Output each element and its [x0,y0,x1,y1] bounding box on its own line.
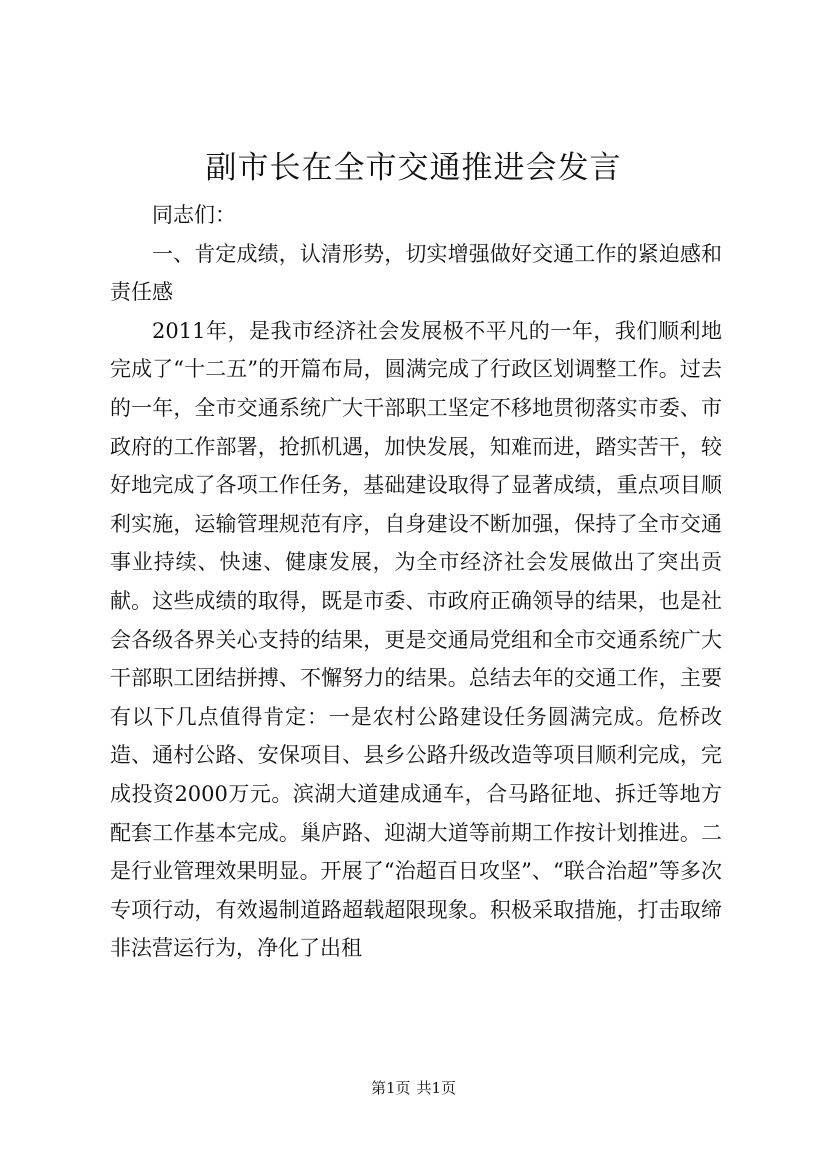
document-body [110,196,722,968]
greeting: 同志们： [152,203,236,227]
body-paragraph: 2011年，是我市经济社会发展极不平凡的一年，我们顺利地完成了“十二五”的开篇布局，圆满完成了行政区划调整工作。过去的一年，全市交通系统广大干部职工坚定不移地贯彻落实市委、市政府的工作部署，抢抓机遇，加快发展，知难而进，踏实苦干，较好地完成了各项工作任务，基础建设取得了显著成绩，重点项目顺利实施，运输管理规范有序，自身建设不断加强，保持了全市交通事业持续、快速、健康发展，为全市经济社会发展做出了突出贡献。这些成绩的取得，既是市委、市政府正确领导的结果，也是社会各级各界关心支持的结果，更是交通局党组和全市交通系统广大干部职工团结拼搏、不懈努力的结果。总结去年的交通工作，主要有以下几点值得肯定：一是农村公路建设任务圆满完成。危桥改造、通村公路、安保项目、县乡公路升级改造等项目顺利完成，完成投资2000万元。滨湖大道建成通车，合马路征地、拆迁等地方配套工作基本完成。巢庐路、迎湖大道等前期工作按计划推进。二是行业管理效果明显。开展了“治超百日攻坚”、“联合治超”等多次专项行动，有效遏制道路超载超限现象。积极采取措施，打击取缔非法营运行为，净化了出租 [110,318,722,961]
page-total: 共1页 [416,1079,457,1097]
document-title: 副市长在全市交通推进会发言 [205,150,622,186]
page-footer [0,1078,827,1098]
page-number: 第1页 [370,1079,411,1097]
section-heading: 一、肯定成绩，认清形势，切实增强做好交通工作的紧迫感和责任感 [110,241,722,305]
